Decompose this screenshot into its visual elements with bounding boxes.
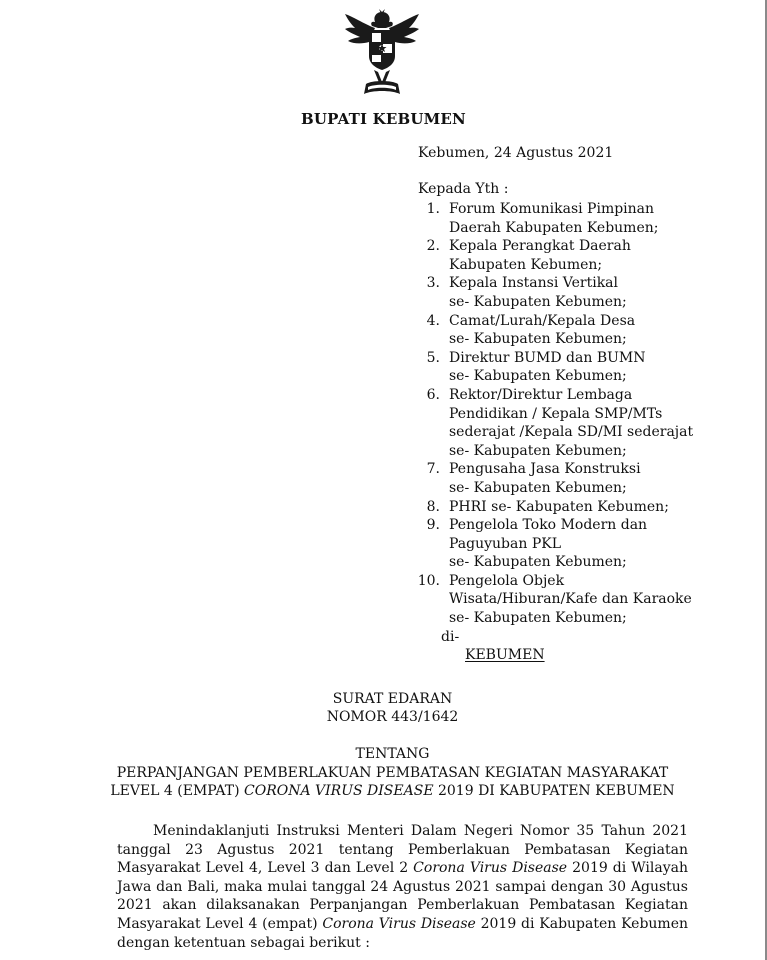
list-item-text bbox=[449, 274, 708, 311]
subject-text: LEVEL 4 (EMPAT) bbox=[110, 783, 245, 799]
list-item-number: 9. bbox=[426, 517, 440, 534]
subject-italic-text: CORONA VIRUS DISEASE bbox=[244, 783, 434, 799]
paragraph-run: 2019 di Kabupaten Kebumen dengan ketentuan sebagai berikut : bbox=[117, 915, 688, 951]
list-item-line: sederajat /Kepala SD/MI sederajat bbox=[449, 424, 694, 441]
list-item-number: 5. bbox=[426, 349, 440, 366]
list-item-number: 2. bbox=[426, 238, 440, 255]
list-item-line: Pengelola Objek bbox=[449, 572, 565, 589]
place-date: Kebumen, 24 Agustus 2021 bbox=[418, 145, 614, 161]
subject-line-1: PERPANJANGAN PEMBERLAKUAN PEMBATASAN KEGIATAN MASYARAKAT bbox=[116, 764, 669, 781]
paragraph-run: Menindaklanjuti Instruksi Menteri Dalam Negeri Nomor 35 Tahun 2021 tanggal 23 Agustus 2021 tentang Pemberlakuan Pembatasan Kegiatan Masyarakat Level 4, Level 3 dan Level 2 bbox=[117, 823, 688, 877]
list-item-number: 1. bbox=[426, 201, 440, 217]
circular-number: NOMOR 443/1642 bbox=[326, 709, 459, 725]
list-item-line: Daerah Kabupaten Kebumen; bbox=[449, 219, 659, 236]
list-item bbox=[408, 312, 708, 349]
list-item-line: Pengelola Toko Modern dan bbox=[449, 517, 648, 534]
list-item-line: se- Kabupaten Kebumen; bbox=[449, 442, 627, 459]
list-item-line: se- Kabupaten Kebumen; bbox=[449, 368, 627, 385]
list-item-line: Kepala Instansi Vertikal bbox=[449, 275, 618, 292]
list-item-number: 10. bbox=[417, 572, 440, 589]
list-item-number: 6. bbox=[426, 386, 440, 403]
recipient-list bbox=[408, 200, 708, 665]
subject-line-2 bbox=[0, 782, 767, 801]
list-item bbox=[408, 572, 708, 628]
garuda-emblem-icon bbox=[342, 6, 422, 102]
paragraph-text bbox=[117, 822, 688, 952]
tentang-label: TENTANG bbox=[355, 746, 430, 762]
paragraph-italic-run: Corona Virus Disease bbox=[322, 915, 476, 932]
list-item-line: Pengusaha Jasa Konstruksi bbox=[449, 461, 641, 478]
body-paragraph bbox=[117, 822, 688, 952]
list-item bbox=[408, 349, 708, 386]
head-title: BUPATI KEBUMEN bbox=[301, 110, 466, 128]
list-item-number: 7. bbox=[426, 461, 440, 478]
list-item-line: Kepala Perangkat Daerah bbox=[449, 238, 631, 255]
list-item bbox=[408, 274, 708, 311]
paragraph-italic-run: Corona Virus Disease bbox=[413, 860, 568, 877]
subject-text: 2019 DI KABUPATEN KEBUMEN bbox=[433, 783, 675, 799]
list-item-number: 4. bbox=[426, 312, 440, 329]
circular-heading bbox=[0, 690, 767, 726]
destination-city: KEBUMEN bbox=[465, 647, 545, 664]
list-item-line: Rektor/Direktur Lembaga bbox=[449, 386, 633, 403]
list-item-number: 8. bbox=[426, 498, 440, 515]
list-item-line: Pendidikan / Kepala SMP/MTs bbox=[449, 405, 663, 422]
list-item-line: Direktur BUMD dan BUMN bbox=[449, 349, 646, 366]
list-item-text bbox=[449, 516, 708, 572]
list-item bbox=[408, 200, 708, 237]
list-item-line: Paguyuban PKL bbox=[449, 535, 561, 552]
list-item-line: se- Kabupaten Kebumen; bbox=[449, 554, 627, 571]
list-item-line: se- Kabupaten Kebumen; bbox=[449, 479, 627, 496]
list-item-line: PHRI se- Kabupaten Kebumen; bbox=[449, 498, 669, 515]
list-item-line: Forum Komunikasi Pimpinan bbox=[449, 201, 655, 217]
list-item-line: Kabupaten Kebumen; bbox=[449, 256, 603, 273]
list-item-line: Wisata/Hiburan/Kafe dan Karaoke bbox=[449, 591, 692, 608]
list-item bbox=[408, 460, 708, 497]
paragraph-run: 2019 di Wilayah Jawa dan Bali, maka mulai tanggal 24 Agustus 2021 sampai dengan 30 Agustus 2021 akan dilaksanakan Perpanjangan Pemberlakuan Pembatasan Kegiatan Masyarakat Level 4 (empat) bbox=[117, 860, 689, 932]
list-item-text bbox=[449, 237, 708, 274]
list-item bbox=[408, 237, 708, 274]
list-item-text bbox=[449, 498, 708, 517]
addressee-intro: Kepada Yth : bbox=[418, 181, 509, 197]
list-item bbox=[408, 498, 708, 517]
di-label: di- bbox=[441, 628, 460, 645]
subject-block bbox=[0, 745, 767, 801]
list-item-line: se- Kabupaten Kebumen; bbox=[449, 610, 627, 627]
list-item-text bbox=[449, 349, 708, 386]
list-item bbox=[408, 516, 708, 572]
circular-type: SURAT EDARAN bbox=[332, 691, 453, 707]
list-item-text bbox=[449, 386, 708, 460]
list-item-text bbox=[449, 460, 708, 497]
list-item-text bbox=[449, 312, 708, 349]
list-item bbox=[408, 386, 708, 460]
list-item-line: se- Kabupaten Kebumen; bbox=[449, 293, 627, 310]
list-item-number: 3. bbox=[426, 275, 440, 292]
list-item-line: se- Kabupaten Kebumen; bbox=[449, 331, 627, 348]
list-item-text bbox=[449, 572, 708, 628]
list-item-line: Camat/Lurah/Kepala Desa bbox=[449, 312, 636, 329]
list-item-text bbox=[449, 200, 708, 237]
